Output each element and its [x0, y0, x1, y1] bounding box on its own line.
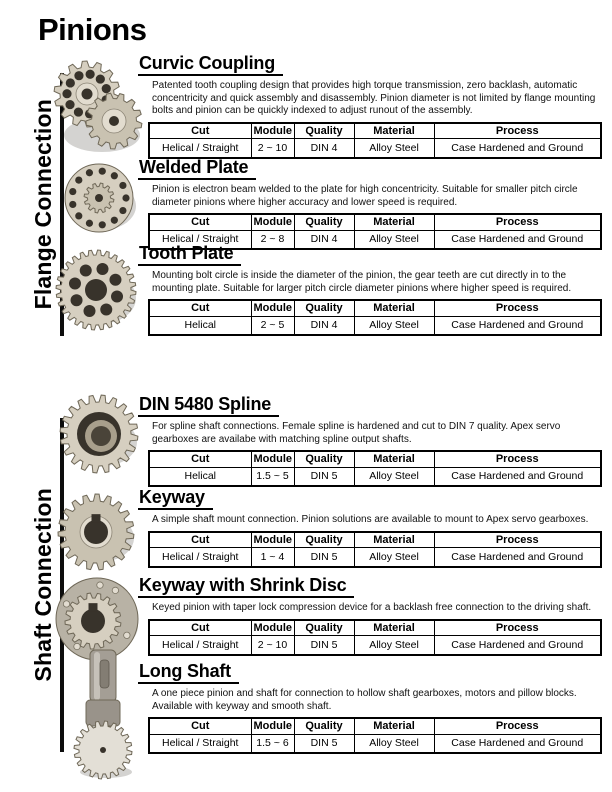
product-section-keyway-shrink-disc — [138, 575, 604, 656]
spec-quality-value: DIN 5 — [294, 636, 354, 655]
spec-value-row — [149, 139, 601, 158]
spec-col-header-module: Module — [251, 123, 294, 139]
spec-header-row — [149, 532, 601, 548]
spec-col-header-material: Material — [354, 451, 434, 467]
product-section-keyway — [138, 487, 604, 568]
spec-col-header-cut: Cut — [149, 300, 251, 316]
spec-module-value: 1 ~ 4 — [251, 548, 294, 567]
spec-quality-value: DIN 4 — [294, 316, 354, 335]
spec-col-header-quality: Quality — [294, 718, 354, 734]
spec-table — [148, 717, 602, 754]
product-heading: Curvic Coupling — [138, 53, 283, 76]
spec-quality-value: DIN 4 — [294, 139, 354, 158]
spec-col-header-process: Process — [434, 123, 601, 139]
spec-col-header-module: Module — [251, 718, 294, 734]
spec-material-value: Alloy Steel — [354, 467, 434, 486]
spec-col-header-material: Material — [354, 532, 434, 548]
spec-cut-value: Helical / Straight — [149, 636, 251, 655]
product-section-welded-plate — [138, 157, 604, 250]
spec-col-header-process: Process — [434, 214, 601, 230]
spec-col-header-cut: Cut — [149, 214, 251, 230]
spec-table — [148, 531, 602, 568]
spec-col-header-quality: Quality — [294, 214, 354, 230]
spec-module-value: 1.5 ~ 6 — [251, 734, 294, 753]
spec-process-value: Case Hardened and Ground — [434, 230, 601, 249]
spec-material-value: Alloy Steel — [354, 316, 434, 335]
product-description: A one piece pinion and shaft for connection to hollow shaft gearboxes, motors and pillow blocks. Available with keyway and smooth shaft. — [152, 688, 577, 712]
spec-col-header-module: Module — [251, 300, 294, 316]
spec-header-row — [149, 123, 601, 139]
product-heading: Tooth Plate — [138, 243, 241, 266]
spec-process-value: Case Hardened and Ground — [434, 548, 601, 567]
spec-quality-value: DIN 5 — [294, 734, 354, 753]
spec-col-header-module: Module — [251, 214, 294, 230]
product-description: For spline shaft connections. Female spline is hardened and cut to DIN 7 quality. Apex servo gearboxes are availabe with matching spline output shafts. — [152, 421, 561, 445]
spec-module-value: 2 ~ 10 — [251, 636, 294, 655]
spec-process-value: Case Hardened and Ground — [434, 734, 601, 753]
product-description: Keyed pinion with taper lock compression device for a backlash free connection to the driving shaft. — [152, 602, 592, 614]
spec-value-row — [149, 316, 601, 335]
product-description: Mounting bolt circle is inside the diameter of the pinion, the gear teeth are cut directly in to the mounting plate. Suitable for larger pitch circle diameter pinions where higher speed is required. — [152, 270, 572, 294]
spec-value-row — [149, 734, 601, 753]
spec-cut-value: Helical / Straight — [149, 139, 251, 158]
spec-header-row — [149, 214, 601, 230]
shaft-connection-label: Shaft Connection — [29, 488, 56, 682]
product-heading: Welded Plate — [138, 157, 256, 180]
spec-col-header-material: Material — [354, 214, 434, 230]
spec-col-header-cut: Cut — [149, 123, 251, 139]
spec-cut-value: Helical / Straight — [149, 548, 251, 567]
spec-process-value: Case Hardened and Ground — [434, 139, 601, 158]
spec-col-header-cut: Cut — [149, 718, 251, 734]
spec-module-value: 1.5 ~ 5 — [251, 467, 294, 486]
spec-col-header-process: Process — [434, 718, 601, 734]
welded-plate-gear-photo — [58, 154, 140, 242]
product-heading: DIN 5480 Spline — [138, 394, 279, 417]
curvic-coupling-gears-photo — [50, 55, 144, 155]
spec-cut-value: Helical / Straight — [149, 230, 251, 249]
spec-value-row — [149, 636, 601, 655]
spec-value-row — [149, 467, 601, 486]
spec-module-value: 2 ~ 10 — [251, 139, 294, 158]
product-description: A simple shaft mount connection. Pinion solutions are available to mount to Apex servo gearboxes. — [152, 514, 589, 526]
spec-material-value: Alloy Steel — [354, 139, 434, 158]
spec-header-row — [149, 718, 601, 734]
spec-col-header-cut: Cut — [149, 532, 251, 548]
spec-material-value: Alloy Steel — [354, 548, 434, 567]
spec-col-header-material: Material — [354, 300, 434, 316]
spec-table — [148, 122, 602, 159]
tooth-plate-gear-photo — [52, 244, 140, 340]
spec-quality-value: DIN 5 — [294, 548, 354, 567]
spec-module-value: 2 ~ 8 — [251, 230, 294, 249]
spec-col-header-process: Process — [434, 451, 601, 467]
spec-col-header-process: Process — [434, 300, 601, 316]
product-description: Pinion is electron beam welded to the plate for high concentricity. Suitable for smaller pitch circle diameter pinions where higher accuracy and lower speed is required. — [152, 184, 578, 208]
product-section-tooth-plate — [138, 243, 604, 336]
spec-material-value: Alloy Steel — [354, 230, 434, 249]
spec-process-value: Case Hardened and Ground — [434, 316, 601, 335]
spec-col-header-cut: Cut — [149, 620, 251, 636]
page-title: Pinions — [38, 12, 147, 47]
spec-material-value: Alloy Steel — [354, 734, 434, 753]
spec-col-header-quality: Quality — [294, 451, 354, 467]
spec-value-row — [149, 548, 601, 567]
product-section-long-shaft — [138, 661, 604, 754]
spec-cut-value: Helical — [149, 467, 251, 486]
product-description: Patented tooth coupling design that provides high torque transmission, zero backlash, automatic concentricity and quick assembly and disassembly. Pinion diameter is not limited by flange mounting bolts and pinion can be quickly indexed to adjust runout of the assembly. — [152, 80, 596, 117]
spec-col-header-quality: Quality — [294, 620, 354, 636]
product-heading: Keyway with Shrink Disc — [138, 575, 354, 598]
spec-table — [148, 450, 602, 487]
spec-quality-value: DIN 4 — [294, 230, 354, 249]
spec-col-header-quality: Quality — [294, 300, 354, 316]
spec-col-header-module: Module — [251, 532, 294, 548]
spec-col-header-process: Process — [434, 620, 601, 636]
spec-col-header-material: Material — [354, 123, 434, 139]
spec-module-value: 2 ~ 5 — [251, 316, 294, 335]
long-shaft-pinion-photo — [70, 648, 136, 780]
spec-col-header-quality: Quality — [294, 123, 354, 139]
keyway-gear-photo — [54, 488, 138, 576]
flange-connection-label: Flange Connection — [29, 99, 56, 310]
spec-process-value: Case Hardened and Ground — [434, 636, 601, 655]
product-heading: Long Shaft — [138, 661, 239, 684]
product-section-curvic-coupling — [138, 53, 604, 159]
spec-col-header-cut: Cut — [149, 451, 251, 467]
product-heading: Keyway — [138, 487, 213, 510]
spec-cut-value: Helical — [149, 316, 251, 335]
spec-col-header-material: Material — [354, 620, 434, 636]
spec-table — [148, 619, 602, 656]
spec-col-header-process: Process — [434, 532, 601, 548]
spec-col-header-material: Material — [354, 718, 434, 734]
spec-header-row — [149, 620, 601, 636]
spec-quality-value: DIN 5 — [294, 467, 354, 486]
product-section-din-5480-spline — [138, 394, 604, 487]
spec-material-value: Alloy Steel — [354, 636, 434, 655]
spec-header-row — [149, 451, 601, 467]
spec-header-row — [149, 300, 601, 316]
din-5480-spline-gear-photo — [56, 390, 142, 482]
spec-col-header-module: Module — [251, 620, 294, 636]
spec-col-header-module: Module — [251, 451, 294, 467]
spec-cut-value: Helical / Straight — [149, 734, 251, 753]
spec-process-value: Case Hardened and Ground — [434, 467, 601, 486]
spec-col-header-quality: Quality — [294, 532, 354, 548]
spec-table — [148, 299, 602, 336]
